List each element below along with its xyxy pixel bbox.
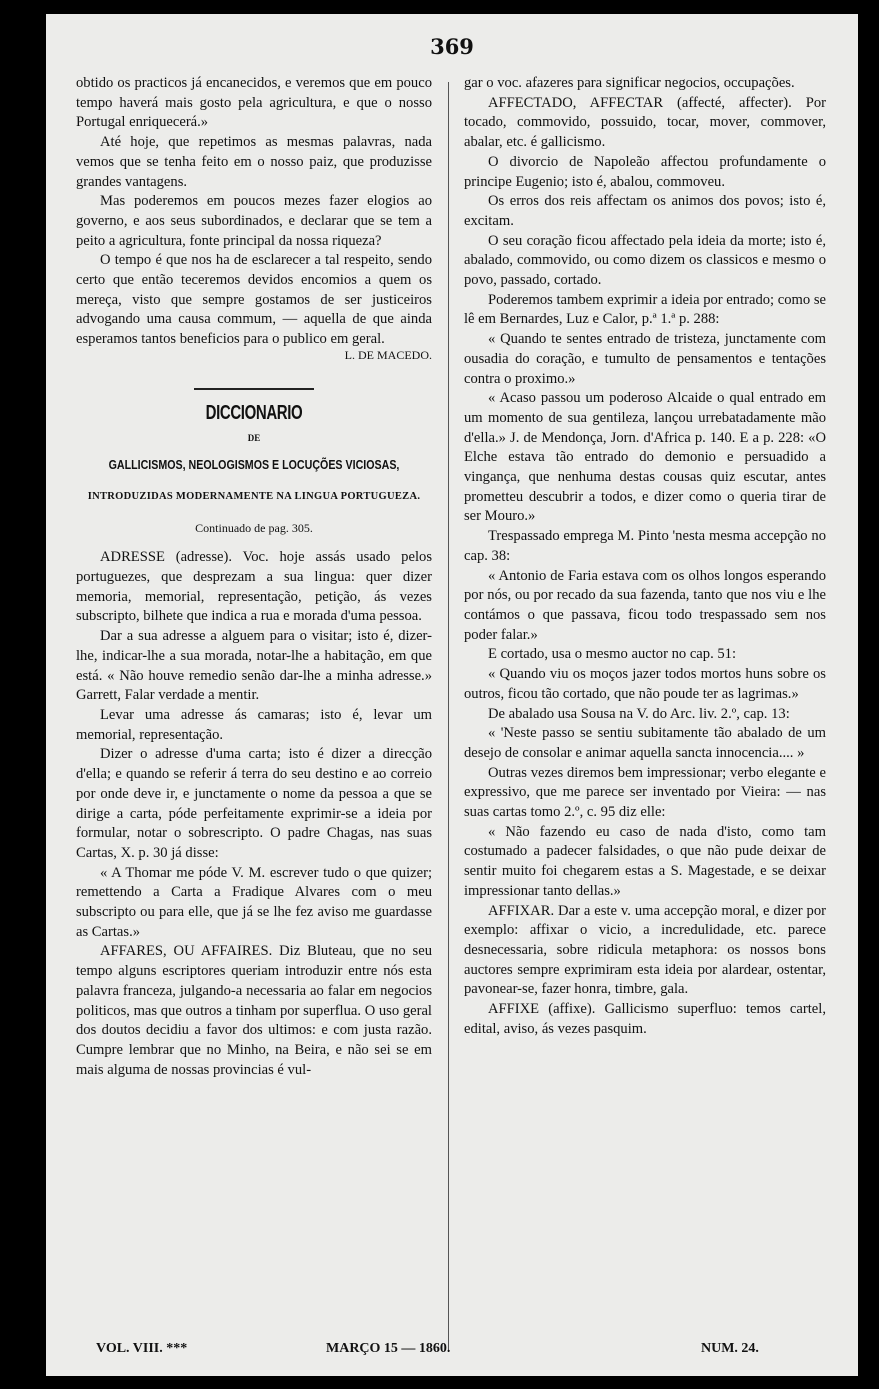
paragraph: Poderemos tambem exprimir a ideia por entrado; como se lê em Bernardes, Luz e Calor, p.ª 1.ª p. 288:	[464, 291, 826, 328]
quote-paragraph: « Quando viu os moços jazer todos mortos huns sobre os outros, ficou tão cortado, que não poude ter as lagrimas.»	[464, 666, 826, 702]
quote-paragraph: « A Thomar me póde V. M. escrever tudo o que quizer; remettendo a Carta a Fradique Alvares com o meu subscripto ou para elle, que já se lhe fez aviso me guardasse as Cartas.»	[76, 864, 432, 940]
dictionary-subtitle: GALLICISMOS, NEOLOGISMOS E LOCUÇÕES VICIOSAS,	[108, 456, 400, 472]
footer-volume: VOL. VIII. ***	[96, 1341, 188, 1356]
dictionary-title: DICCIONARIO	[205, 401, 303, 424]
journal-page	[46, 14, 858, 1376]
entry-paragraph: AFFARES, OU AFFAIRES. Diz Bluteau, que no seu tempo alguns escriptores queriam introduzir entre nós esta palavra franceza, julgando-a necessaria ao falar em negocios politicos, mas que outros a tinham por superflua. O uso geral dos doutos decidiu a favor dos ultimos: e com justa razão. Cumpre lembrar que no Minho, na Beira, e não sei se em mais alguma de nossas provincias é vul-	[76, 943, 432, 1078]
paragraph: O tempo é que nos ha de esclarecer a tal respeito, sendo certo que então teceremos devidos encomios a quem os mereça, visto que sempre gostamos de ser justiceiros advogando uma causa commum, — aquella de que ainda esperamos tantos beneficios para o publico em geral.	[76, 252, 432, 348]
paragraph: E cortado, usa o mesmo auctor no cap. 51:	[488, 646, 737, 663]
paragraph: De abalado usa Sousa na V. do Arc. liv. 2.º, cap. 13:	[488, 705, 790, 722]
paragraph: Trespassado emprega M. Pinto 'nesta mesma accepção no cap. 38:	[464, 528, 826, 564]
quote-paragraph: « Acaso passou um poderoso Alcaide o qual entrado em um momento de sua gentileza, lançou urrebatadamente mão d'ella.» J. de Mendonça, Jorn. d'Africa p. 140. E a p. 228: «O Elche estava tão entrado do demonio e persuadido a vingança, que nenhuma destas cousas quiz escutar, antes prometteu descubrir a todos, e dizer como o queria tirar de ser Mouro.»	[464, 390, 826, 525]
page-number: 369	[430, 34, 474, 59]
section-separator	[194, 388, 314, 390]
paragraph: Mas poderemos em poucos mezes fazer elogios ao governo, e aos seus subordinados, e declarar que se tem a peito a agricultura, fonte principal da nossa riqueza?	[76, 193, 432, 249]
entry-paragraph: Levar uma adresse ás camaras; isto é, levar um memorial, representação.	[76, 706, 432, 743]
author-signature: L. DE MACEDO.	[344, 347, 432, 362]
paragraph: Outras vezes diremos bem impressionar; verbo elegante e expressivo, que me parece ser inventado por Vieira: — nas suas cartas tomo 2.º, c. 95 diz elle:	[464, 764, 826, 821]
entry-paragraph: AFFECTADO, AFFECTAR (affecté, affecter). Por tocado, commovido, possuido, tocar, mover, commover, abalar, etc. é gallicismo.	[464, 94, 826, 151]
left-column	[76, 74, 432, 1080]
entry-paragraph: Dizer o adresse d'uma carta; isto é dizer a direcção d'ella; e quando se referir á terra do seu destino e ao correio por onde deve ir, e junctamente o nome da pessoa a que se dirige a carta, póde perfeitamente exprimir-se a ideia por formular, notar o sobrescripto. O padre Chagas, nas suas Cartas, X. p. 30 já disse:	[76, 746, 432, 861]
quote-paragraph: « Não fazendo eu caso de nada d'isto, como tam costumado a padecer falsidades, o que não pude deixar de sentir muito foi chegarem estas a S. Magestade, e se deixar impressionar tanto dellas.»	[464, 823, 826, 899]
paragraph: Os erros dos reis affectam os animos dos povos; isto é, excitam.	[464, 193, 826, 229]
dictionary-de: DE	[247, 433, 261, 444]
quote-paragraph: « Antonio de Faria estava com os olhos longos esperando por nós, ou por recado da sua fazenda, tanto que nos viu e lhe contámos o que passava, ficou todo trespassado sem nos poder falar.»	[464, 567, 826, 643]
footer-date: MARÇO 15 — 1860.	[326, 1341, 451, 1356]
column-divider	[448, 82, 449, 1352]
right-column	[464, 74, 826, 1039]
quote-paragraph: « 'Neste passo se sentiu subitamente tão abalado de um desejo de consolar e animar aquella sancta innocencia.... »	[464, 725, 826, 761]
dictionary-introduction: INTRODUZIDAS MODERNAMENTE NA LINGUA PORTUGUEZA.	[87, 490, 421, 502]
entry-paragraph: ADRESSE (adresse). Voc. hoje assás usado pelos portuguezes, que desprezam a sua lingua: quer dizer memoria, memorial, representação, petição, ás vezes subscripto, bilhete que indica a rua e morada d'uma pessoa.	[76, 549, 432, 625]
paragraph: O divorcio de Napoleão affectou profundamente o principe Eugenio; isto é, abalou, commoveu.	[464, 153, 826, 190]
continued-note: Continuado de pag. 305.	[195, 520, 313, 535]
quote-paragraph: « Quando te sentes entrado de tristeza, junctamente com ousadia do coração, e tumulto de pensamentos e tentações contra o proximo.»	[464, 331, 826, 387]
footer-number: NUM. 24.	[701, 1341, 759, 1356]
paragraph: Até hoje, que repetimos as mesmas palavras, nada vemos que se tenha feito em o nosso paiz, que produzisse grandes vantagens.	[76, 134, 432, 190]
paragraph: obtido os practicos já encanecidos, e veremos que em pouco tempo haverá mais gosto pela agricultura, e que o nosso Portugal enriquecerá.»	[76, 75, 432, 131]
paragraph: O seu coração ficou affectado pela ideia da morte; isto é, abalado, commovido, ou como dizem os classicos e mesmo o povo, passado, cortado.	[464, 232, 826, 289]
paragraph: gar o voc. afazeres para significar negocios, occupações.	[464, 75, 795, 91]
entry-paragraph: AFFIXAR. Dar a este v. uma accepção moral, e dizer por exemplo: affixar o vicio, a incredulidade, etc. parece desnecessaria, sobre ridicula metaphora: os nossos bons auctores sempre exprimiram esta ideia por alardear, ostentar, pavonear-se, fazer honra, timbre, gala.	[464, 902, 826, 998]
entry-paragraph: Dar a sua adresse a alguem para o visitar; isto é, dizer-lhe, indicar-lhe a sua morada, notar-lhe a habitação, em que está. « Não houve remedio senão dar-lhe a minha adresse.» Garrett, Falar verdade a mentir.	[76, 628, 432, 704]
entry-paragraph: AFFIXE (affixe). Gallicismo superfluo: temos cartel, edital, aviso, ás vezes pasquim.	[464, 1001, 826, 1037]
